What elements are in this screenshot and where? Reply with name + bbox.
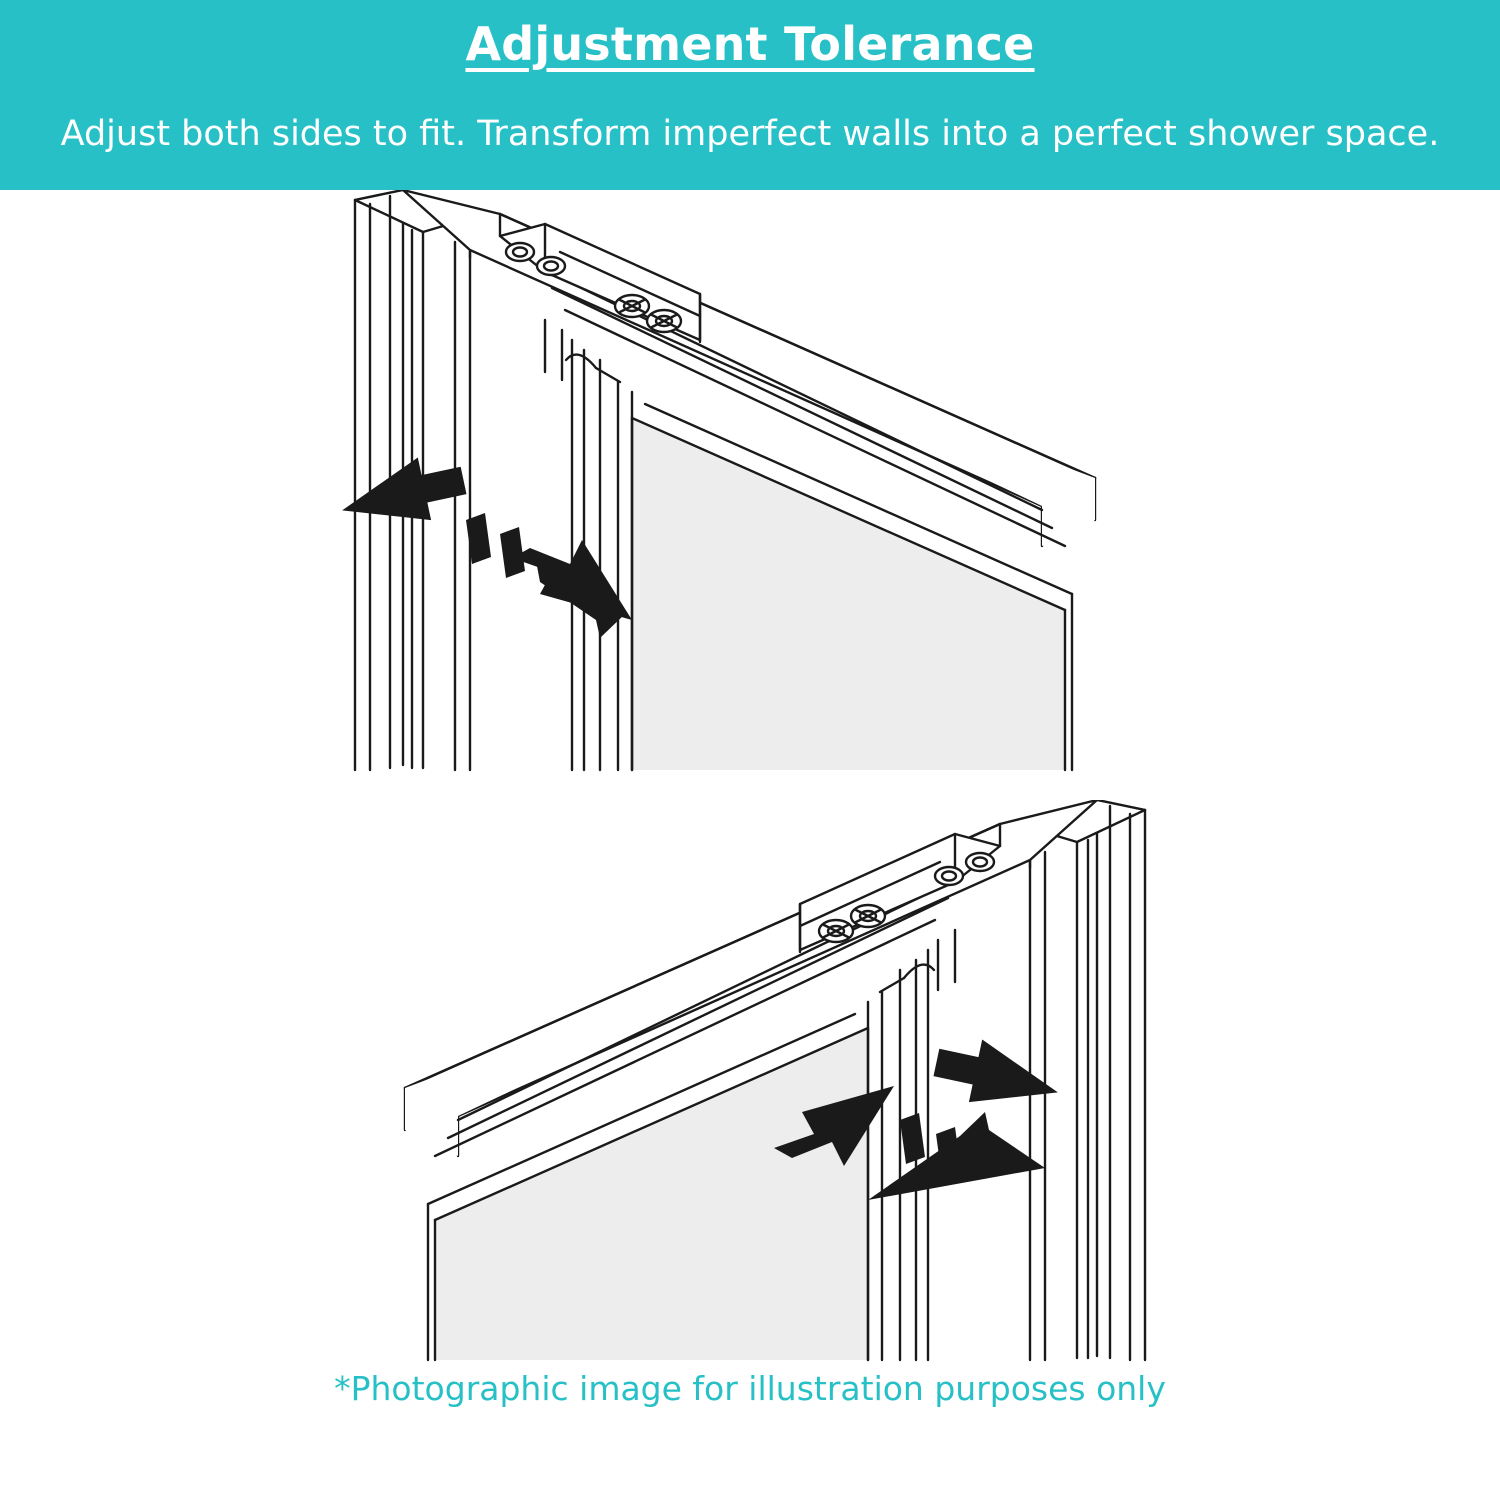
page-title: Adjustment Tolerance — [465, 17, 1035, 71]
header-banner — [0, 0, 1500, 190]
arrow-dashes — [466, 513, 525, 578]
screw-icon — [851, 905, 885, 927]
screw-icon — [819, 920, 853, 942]
footnote: *Photographic image for illustration purposes only — [334, 1369, 1166, 1408]
screw-icon — [537, 257, 565, 275]
bottom-diagram — [0, 800, 1500, 1380]
page-subtitle: Adjust both sides to fit. Transform imperfect walls into a perfect shower space. — [60, 113, 1440, 154]
screw-icon — [506, 243, 534, 261]
screw-icon — [966, 853, 994, 871]
screw-icon — [935, 867, 963, 885]
screw-icon — [615, 295, 649, 317]
top-diagram — [0, 190, 1500, 800]
screw-icon — [647, 310, 681, 332]
illustration-area — [0, 190, 1500, 1440]
